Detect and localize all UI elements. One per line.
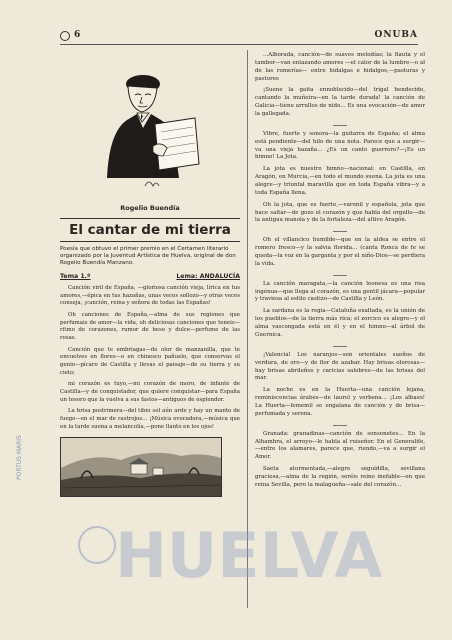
right-paragraph: ¡Suene la gaita ennoblecido—del trigal bendecido, cantando la muñeira—en la tarde dorada! la canción de Galicia—tiene arrullos de nido... Es una evocación—de amor la gallegada. <box>255 87 425 118</box>
right-paragraph: Oh el villancico humilde—que en la aldea se entre el romero fresco—y la salvia florida... (canta Ronca de fe se queda—la voz en la garganta y por el niño-Dios—se perdiera la vida. <box>255 237 425 267</box>
stamp-side-text: PORTUS MARIS <box>16 435 23 480</box>
landscape-engraving-icon <box>60 437 222 497</box>
lema-label: Lema: ANDALUCÍA <box>176 272 240 280</box>
left-paragraph: Canción viril de España, —gloriosa canción vieja, lírica en tus amores,—épica en tus hazañas, unas veces sollozo—y otras veces conseja, ¡canción, reina y señora de todas las Españas! <box>60 284 240 307</box>
right-paragraph: ¡Valencia! Los naranjos—son orientales sueños de verdura, de oro—y de flor de azahar. Hay brisas olorosas—hay brisas abrileños y caricias salobres—de las brisas del mar. <box>255 351 425 382</box>
left-body <box>60 285 240 431</box>
author-portrait-icon <box>95 50 205 200</box>
column-divider <box>247 50 248 608</box>
page-header <box>60 30 418 44</box>
tema-line <box>60 273 240 280</box>
section-ornament <box>255 273 425 278</box>
right-paragraph: Granada: granadinas—canción de sonsonetes... En la Alhambra, el arroyo—le habla al ruiseñor. En el Generalife,—entre los alamares, parece que, riendo,—va a surgir el Amor. <box>255 430 425 461</box>
tema-label: Tema 1.º <box>60 272 91 280</box>
left-paragraph: Oh canciones de España,—alma de sus regiones que perfumais de amor—la vida, oh deliciosas canciones que teneis—ritmo de corazones, rumor de beso y dulce—perfume de las rosas. <box>60 311 240 341</box>
section-ornament <box>255 123 425 128</box>
author-caption: Rogelio Buendía <box>120 204 180 212</box>
right-paragraph: La jota es nuestro himno—nacional: en Castilla, en Aragón, en Murcia,—en todo el mundo suena. La jota es una alegre—y triunfal maravilla que en toda España vibra—y a toda España llena. <box>255 166 425 196</box>
right-paragraph: La sardana es la regia—Cataluña exaltada, es la unión de los pueblos—de la tierra más rica; el zorcico es alegre—y el alma vascongada está en él y en el himno—al árbol de Guernica. <box>255 308 425 338</box>
article-title: El cantar de mi tierra <box>60 218 240 242</box>
section-ornament <box>255 229 425 234</box>
page-number: 6 <box>74 30 81 40</box>
right-paragraph: La canción maragata,—la canción leonesa es una risa ingénua—que llega al corazón, es una gentil jácara—popular y traviesa al estilo castizo—de Castilla y León. <box>255 280 425 303</box>
left-paragraph: La brisa postrimera—del tibio sol aún arde y hay un manto de fuego—en el mar de rastrojos... ¡Música evocadora,—música que en la tarde suena a melancolía,—pone llanto en los ojos! <box>60 408 240 430</box>
article-subtitle: Poesía que obtuvo el primer premio en el Certamen literario organizado por la Juventud Artística de Huelva, original de don Rogelio Buendía Manzano. <box>60 246 236 266</box>
left-paragraph: Canción que te embriagas—de olor de manzanilla, que te envuelves en flores—o en chinesco pañuelo, que conservas el genio—pícaro de Castilla y llevas el paisaje—de su tierra y su cielo; <box>60 346 240 376</box>
right-column <box>255 52 425 494</box>
right-paragraph: Vibre, fuerte y sonora—la guitarra de España; el alma está pendiente—del hilo de una nota. Parece que a surgir—va una vieja hazaña... ¿Es un canto guerrero?—¡Es un himno! La Jota. <box>255 130 425 161</box>
left-paragraph: mi corazón es tuyo,—mi corazón de moro, de infante de Castilla—y de conquistador, que quiere conquistar—para España un tesoro que la vuelva a sus fastos—antiguos de esplendor. <box>60 381 240 403</box>
stamp-text: HUELVA <box>115 519 383 592</box>
magazine-title: ONUBA <box>374 30 418 40</box>
page-ornament-icon <box>60 31 70 41</box>
library-stamp-icon <box>75 485 385 605</box>
section-ornament <box>255 344 425 349</box>
right-paragraph: Saeta atormentada,—alegre seguidilla, sevillana graciosa,—alma de la región, seréis reino inefable—en que reina Sevilla, pero la malagueña—sale del corazón... <box>255 466 425 488</box>
left-column <box>60 50 240 497</box>
right-paragraph: Oh la jota, que es fuerte,—varonil y española, jota que hace saltar—de gozo el corazón y que habla del orgullo—de la antigua manola y de la fortaleza—del altivo Aragón. <box>255 201 425 224</box>
right-paragraph: La noche es en la Huerta—una canción lejana, reminiscencias árabes—de laurel y verbena... ¡Los albaes! La Huerta—fememil se engalana de canción y de brisa—perfumada y serena. <box>255 387 425 417</box>
right-paragraph: ...Alborada, canción—de suaves melodías; la flauta y el tambor—van enlazando amores —el calor de la lumbre—o al de las romerías— entre hidalgas e hidalgos,—pasturas y pastores <box>255 52 425 82</box>
section-ornament <box>255 423 425 428</box>
header-rule <box>60 44 418 45</box>
